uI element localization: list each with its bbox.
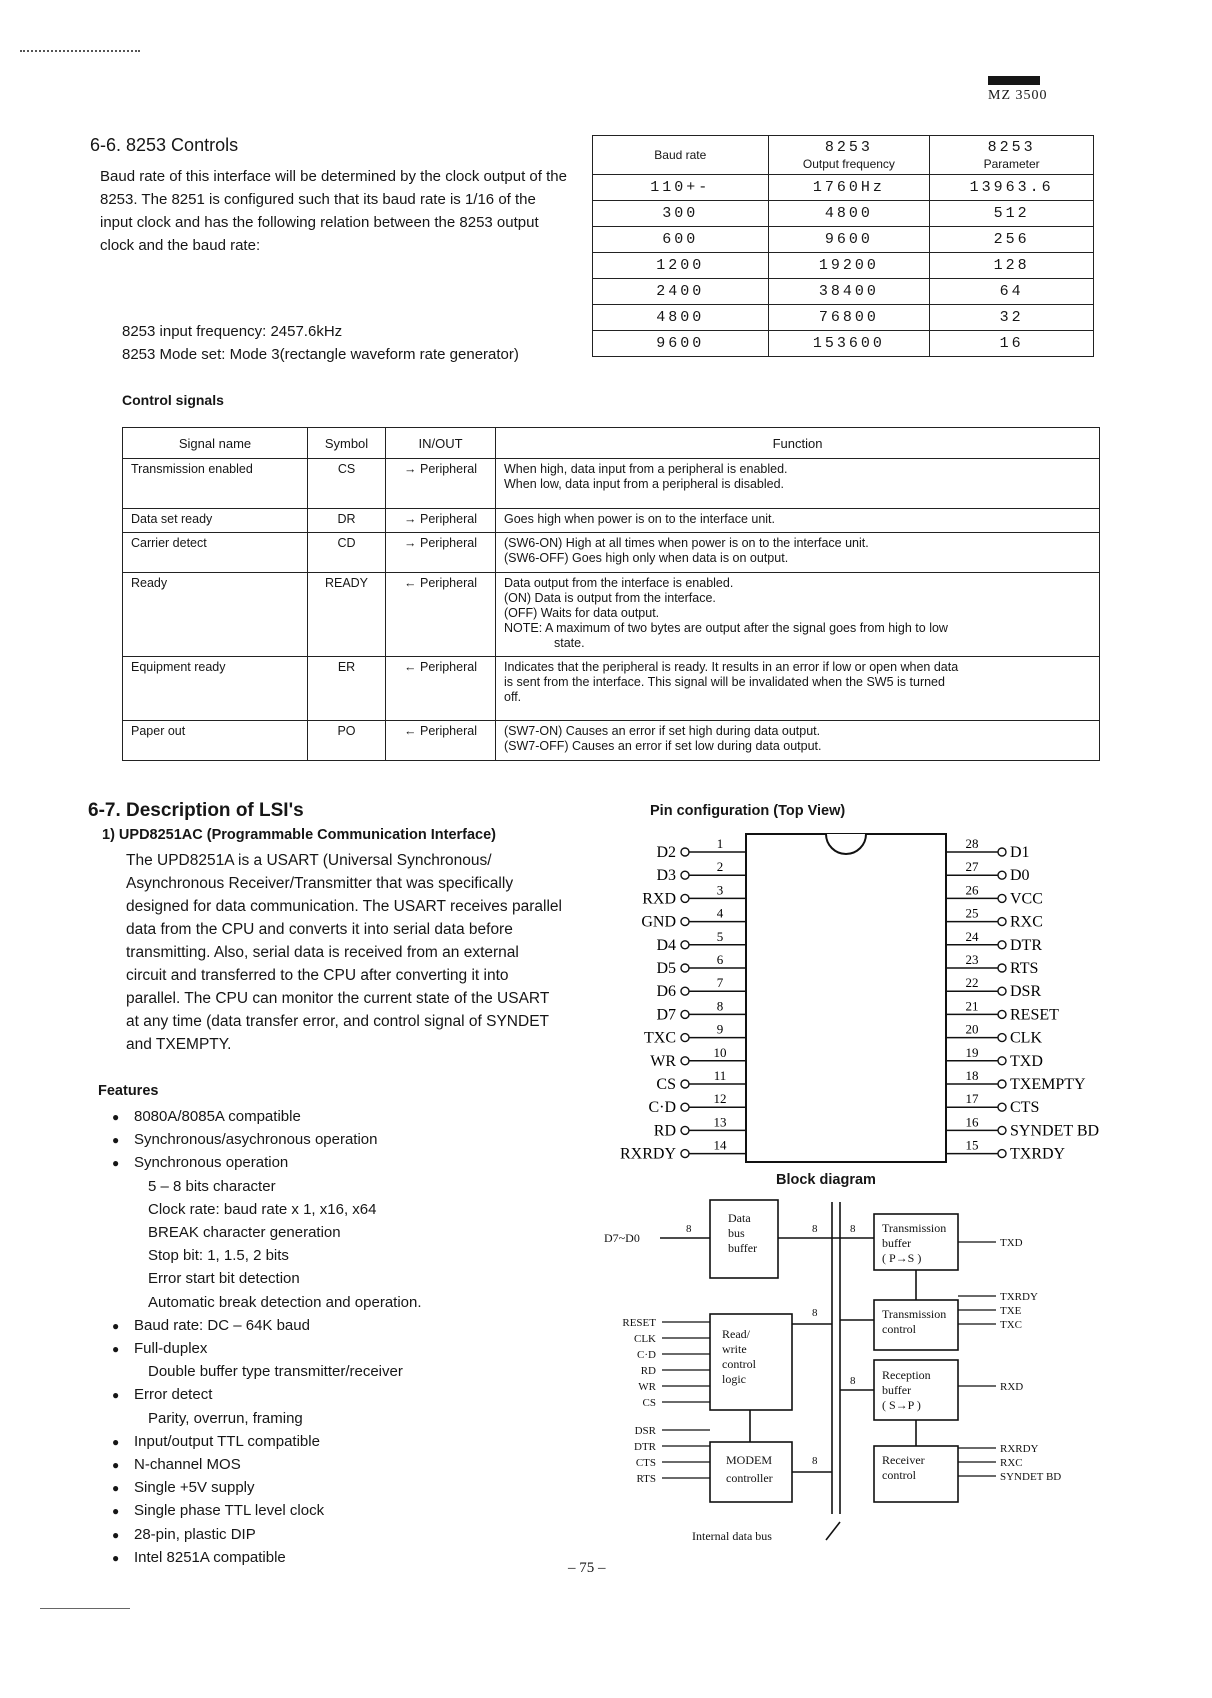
feature-item: ● Synchronous operation	[134, 1151, 422, 1174]
pin-terminal	[998, 918, 1006, 926]
feature-item: ● Single phase TTL level clock	[134, 1499, 422, 1522]
baud-cell: 256	[930, 227, 1094, 253]
baud-row	[593, 201, 1094, 227]
rw-input-label: CLK	[634, 1333, 656, 1345]
signal-inout: → Peripheral	[386, 533, 496, 573]
pin-label-right: SYNDET BD	[1010, 1122, 1100, 1140]
signal-symbol: CD	[308, 533, 386, 573]
chip-body	[746, 834, 946, 1162]
signal-symbol: PO	[308, 721, 386, 761]
feature-item: ● N-channel MOS	[134, 1453, 422, 1476]
signal-inout: → Peripheral	[386, 509, 496, 533]
output-label: RXD	[1000, 1381, 1024, 1393]
pin-number: 27	[965, 859, 979, 875]
feature-item: ● 28-pin, plastic DIP	[134, 1523, 422, 1546]
pin-number: 28	[965, 836, 979, 851]
feature-item: ● Single +5V supply	[134, 1476, 422, 1499]
signal-function	[496, 657, 1100, 721]
pin-label-left: D6	[656, 983, 676, 1001]
block-box-text: Transmission	[882, 1307, 947, 1321]
output-label: SYNDET BD	[1000, 1471, 1062, 1483]
scan-artifact	[40, 1608, 130, 1611]
feature-item: BREAK character generation	[148, 1224, 341, 1242]
pin-terminal	[681, 987, 689, 995]
data-bus-label: D7~D0	[604, 1231, 640, 1245]
output-label: TXC	[1000, 1319, 1022, 1331]
mode-set: 8253 Mode set: Mode 3(rectangle waveform rate generator)	[122, 346, 519, 363]
pin-label-right: RTS	[1010, 960, 1039, 977]
baud-cell: 13963.6	[930, 175, 1094, 201]
feature-item: Parity, overrun, framing	[148, 1409, 303, 1427]
control-row	[123, 657, 1100, 721]
pin-number: 14	[713, 1137, 727, 1153]
bus-width-label: 8	[812, 1307, 818, 1319]
col-function: Function	[496, 428, 1100, 459]
function-line: (SW7-ON) Causes an error if set high during data output.	[504, 724, 821, 738]
signal-symbol: DR	[308, 509, 386, 533]
signal-symbol: READY	[308, 573, 386, 657]
signal-inout: ← Peripheral	[386, 573, 496, 657]
block-box-text: control	[882, 1322, 916, 1336]
control-signals-label: Control signals	[122, 392, 224, 408]
pin-terminal	[681, 894, 689, 902]
pin-label-right: DTR	[1010, 936, 1042, 954]
baud-cell: 9600	[593, 331, 769, 357]
function-line: state.	[554, 636, 585, 650]
pin-terminal	[998, 1034, 1006, 1042]
output-label: RXRDY	[1000, 1443, 1039, 1455]
function-line: (SW6-OFF) Goes high only when data is on output.	[504, 551, 789, 565]
block-box-text: buffer	[882, 1236, 912, 1250]
pin-number: 12	[713, 1091, 727, 1107]
block-box-text: write	[722, 1342, 747, 1356]
baud-cell: 38400	[768, 279, 930, 305]
pin-label-left: RXRDY	[619, 1145, 676, 1163]
pin-label-left: RXD	[642, 890, 676, 908]
baud-cell: 76800	[768, 305, 930, 331]
pin-number: 3	[716, 882, 724, 898]
feature-item: Stop bit: 1, 1.5, 2 bits	[148, 1247, 289, 1265]
pin-number: 25	[965, 905, 979, 921]
pin-config-label: Pin configuration (Top View)	[650, 803, 846, 819]
pin-label-right: TXD	[1010, 1052, 1043, 1070]
block-box-text: Receiver	[882, 1453, 925, 1467]
pin-label-left: D4	[656, 936, 676, 954]
pin-label-left: C·D	[648, 1099, 676, 1117]
signal-name: Equipment ready	[123, 657, 308, 721]
signal-name: Ready	[123, 573, 308, 657]
block-box-text: Read/	[722, 1327, 750, 1341]
scan-artifact	[20, 50, 140, 56]
pin-terminal	[681, 1057, 689, 1065]
function-line: Data output from the interface is enabled.	[504, 576, 734, 590]
pin-terminal	[681, 1126, 689, 1134]
function-line: Goes high when power is on to the interface unit.	[504, 512, 775, 526]
pin-label-right: D1	[1010, 844, 1030, 861]
function-line: NOTE: A maximum of two bytes are output after the signal goes from high to low	[504, 621, 948, 635]
output-label: TXD	[1000, 1237, 1023, 1249]
pin-number: 4	[716, 905, 724, 921]
feature-item: Double buffer type transmitter/receiver	[148, 1363, 403, 1381]
output-label: TXRDY	[1000, 1291, 1038, 1303]
feature-item: ● 8080A/8085A compatible	[134, 1105, 422, 1128]
feature-item: ● Input/output TTL compatible	[134, 1430, 422, 1453]
signal-symbol: ER	[308, 657, 386, 721]
baud-row	[593, 227, 1094, 253]
feature-item: ● Full-duplex	[134, 1337, 422, 1360]
signal-name: Carrier detect	[123, 533, 308, 573]
baud-row	[593, 331, 1094, 357]
pin-terminal	[681, 871, 689, 879]
pin-number: 7	[716, 975, 724, 991]
rw-input-label: WR	[638, 1381, 656, 1393]
pin-number: 21	[965, 998, 979, 1014]
baud-cell: 2400	[593, 279, 769, 305]
block-box-text: ( S→P )	[882, 1398, 921, 1412]
block-box-text: controller	[726, 1471, 773, 1485]
pin-terminal	[681, 1034, 689, 1042]
output-label: RXC	[1000, 1457, 1023, 1469]
block-box-text: buffer	[728, 1241, 758, 1255]
pin-terminal	[998, 894, 1006, 902]
function-line: is sent from the interface. This signal will be invalidated when the SW5 is turned	[504, 675, 945, 689]
baud-row	[593, 279, 1094, 305]
baud-rate-table	[592, 135, 1094, 357]
output-freq-header: 8253 Output frequency	[768, 136, 930, 175]
pin-label-left: GND	[641, 913, 676, 931]
pin-configuration-diagram	[600, 828, 1120, 1170]
internal-bus-label: Internal data bus	[692, 1529, 772, 1543]
feature-item: ● Synchronous/asychronous operation	[134, 1128, 422, 1151]
pin-number: 22	[965, 975, 979, 991]
baud-cell: 64	[930, 279, 1094, 305]
control-row	[123, 721, 1100, 761]
pin-label-right: RXC	[1010, 913, 1043, 931]
block-box-text: Transmission	[882, 1221, 947, 1235]
function-line: When high, data input from a peripheral is enabled.	[504, 462, 788, 476]
feature-item: ● Baud rate: DC – 64K baud	[134, 1314, 422, 1337]
feature-item: Clock rate: baud rate x 1, x16, x64	[148, 1200, 377, 1218]
signal-symbol: CS	[308, 459, 386, 509]
pin-terminal	[681, 1150, 689, 1158]
block-box-text: Data	[728, 1211, 751, 1225]
pin-terminal	[681, 848, 689, 856]
sharp-logo	[988, 76, 1040, 85]
control-row	[123, 573, 1100, 657]
pin-label-left: D2	[656, 844, 676, 861]
block-box-text: bus	[728, 1226, 745, 1240]
modem-input-label: DTR	[634, 1441, 656, 1453]
baud-header: Baud rate	[593, 136, 769, 175]
pin-terminal	[998, 871, 1006, 879]
pin-terminal	[681, 1103, 689, 1111]
pin-label-left: RD	[653, 1122, 676, 1140]
section-66-title: 6-6. 8253 Controls	[90, 135, 239, 155]
features-label: Features	[98, 1083, 159, 1099]
baud-cell: 600	[593, 227, 769, 253]
signal-name: Data set ready	[123, 509, 308, 533]
pin-number: 16	[965, 1114, 979, 1130]
baud-cell: 4800	[768, 201, 930, 227]
pin-number: 2	[716, 859, 724, 875]
baud-cell: 110+-	[593, 175, 769, 201]
pin-terminal	[681, 964, 689, 972]
baud-cell: 16	[930, 331, 1094, 357]
pin-terminal	[998, 848, 1006, 856]
pin-label-right: TXRDY	[1010, 1145, 1066, 1163]
block-box-text: ( P→S )	[882, 1251, 922, 1265]
col-inout: IN/OUT	[386, 428, 496, 459]
modem-input-label: CTS	[635, 1457, 656, 1469]
pin-label-right: D0	[1010, 867, 1030, 885]
internal-bus-pointer	[826, 1522, 840, 1540]
bus-width-label: 8	[812, 1223, 818, 1235]
baud-row	[593, 175, 1094, 201]
pin-terminal	[998, 1103, 1006, 1111]
upd8251-description: The UPD8251A is a USART (Universal Synchronous/ Asynchronous Receiver/Transmitter that was specifically designed for data communication. The USART receives parallel data from the CPU and converts it into serial data before transmitting. Also, serial data is received from an external circuit and transferred to the CPU after converting it into parallel. The CPU can monitor the current state of the USART at any time (data transfer error, and control signal of SYNDET and TXEMPTY.	[126, 852, 562, 1053]
pin-number: 17	[965, 1091, 979, 1107]
function-line: (SW7-OFF) Causes an error if set low during data output.	[504, 739, 822, 753]
rw-input-label: CS	[642, 1397, 656, 1409]
feature-item: 5 – 8 bits character	[148, 1177, 276, 1195]
parameter-header: 8253 Parameter	[930, 136, 1094, 175]
pin-terminal	[998, 941, 1006, 949]
control-signals-table	[122, 427, 1100, 761]
baud-cell: 32	[930, 305, 1094, 331]
block-box-text: MODEM	[726, 1453, 773, 1467]
pin-terminal	[998, 1080, 1006, 1088]
pin-label-right: DSR	[1010, 983, 1042, 1001]
pin-label-left: D7	[656, 1006, 676, 1024]
pin-terminal	[998, 987, 1006, 995]
col-symbol: Symbol	[308, 428, 386, 459]
block-box-text: control	[722, 1357, 756, 1371]
feature-item: ● Intel 8251A compatible	[134, 1546, 422, 1569]
signal-function	[496, 459, 1100, 509]
pin-number: 6	[716, 952, 724, 967]
pin-label-right: VCC	[1010, 890, 1043, 908]
signal-function	[496, 533, 1100, 573]
block-box-text: logic	[722, 1372, 746, 1386]
signal-name: Paper out	[123, 721, 308, 761]
bus-width-label: 8	[850, 1223, 856, 1235]
pin-terminal	[998, 1126, 1006, 1134]
pin-number: 11	[713, 1068, 727, 1083]
pin-label-right: CTS	[1010, 1099, 1040, 1117]
pin-terminal	[681, 918, 689, 926]
pin-number: 26	[965, 882, 979, 898]
signal-name: Transmission enabled	[123, 459, 308, 509]
pin-number: 5	[716, 928, 724, 944]
section-67-title: 6-7. Description of LSI's	[88, 800, 304, 821]
pin-number: 19	[965, 1044, 979, 1060]
rw-input-label: C·D	[637, 1349, 656, 1361]
pin-number: 23	[965, 952, 979, 967]
bus-width-label: 8	[850, 1375, 856, 1387]
pin-number: 15	[965, 1137, 979, 1153]
pin-number: 13	[713, 1114, 727, 1130]
bus-width-label: 8	[686, 1223, 692, 1235]
bus-width-label: 8	[812, 1455, 818, 1467]
pin-number: 1	[716, 836, 724, 851]
baud-cell: 9600	[768, 227, 930, 253]
function-line: (ON) Data is output from the interface.	[504, 591, 716, 605]
model-number: MZ 3500	[988, 88, 1048, 103]
control-row	[123, 509, 1100, 533]
pin-terminal	[998, 1057, 1006, 1065]
rw-input-label: RESET	[622, 1317, 656, 1329]
page-number: – 75 –	[568, 1560, 606, 1576]
signal-function	[496, 509, 1100, 533]
signal-inout: ← Peripheral	[386, 721, 496, 761]
pin-number: 20	[965, 1021, 979, 1037]
block-box-text: control	[882, 1468, 916, 1482]
pin-terminal	[998, 1150, 1006, 1158]
output-label: TXE	[1000, 1305, 1022, 1317]
baud-cell: 1200	[593, 253, 769, 279]
pin-label-left: CS	[656, 1076, 676, 1093]
baud-cell: 153600	[768, 331, 930, 357]
function-line: off.	[504, 690, 522, 704]
pin-number: 18	[965, 1068, 979, 1083]
pin-label-left: TXC	[644, 1029, 676, 1047]
features-list	[134, 1105, 422, 1569]
function-line: (OFF) Waits for data output.	[504, 606, 660, 620]
pin-terminal	[681, 1010, 689, 1018]
baud-row	[593, 305, 1094, 331]
chip-notch	[826, 834, 866, 854]
pin-number: 24	[965, 928, 979, 944]
col-signal-name: Signal name	[123, 428, 308, 459]
upd8251-heading: 1) UPD8251AC (Programmable Communication Interface)	[102, 827, 497, 843]
input-frequency-notes	[122, 320, 519, 366]
pin-label-left: WR	[650, 1052, 676, 1070]
modem-input-label: RTS	[636, 1473, 656, 1485]
rw-input-label: RD	[640, 1365, 656, 1377]
pin-label-left: D5	[656, 960, 676, 977]
pin-label-right: RESET	[1010, 1006, 1059, 1024]
baud-cell: 19200	[768, 253, 930, 279]
section-66-body: Baud rate of this interface will be determined by the clock output of the 8253. The 8251 is configured such that its baud rate is 1/16 of the input clock and has the following relation between the 8253 output clock and the baud rate:	[100, 168, 567, 254]
block-diagram-label: Block diagram	[776, 1172, 876, 1188]
pin-label-right: CLK	[1010, 1029, 1042, 1047]
control-row	[123, 459, 1100, 509]
pin-terminal	[681, 941, 689, 949]
signal-inout: → Peripheral	[386, 459, 496, 509]
signal-function	[496, 721, 1100, 761]
block-diagram	[600, 1192, 1120, 1547]
pin-terminal	[998, 964, 1006, 972]
function-line: (SW6-ON) High at all times when power is on to the interface unit.	[504, 536, 869, 550]
block-box-text: Reception	[882, 1368, 931, 1382]
feature-item: Error start bit detection	[148, 1270, 300, 1288]
pin-label-left: D3	[656, 867, 676, 885]
signal-inout: ← Peripheral	[386, 657, 496, 721]
baud-cell: 128	[930, 253, 1094, 279]
pin-number: 8	[716, 998, 724, 1014]
modem-input-label: DSR	[634, 1425, 656, 1437]
feature-item: ● Error detect	[134, 1383, 422, 1406]
pin-terminal	[681, 1080, 689, 1088]
block-box-text: buffer	[882, 1383, 912, 1397]
pin-terminal	[998, 1010, 1006, 1018]
feature-item: Automatic break detection and operation.	[148, 1293, 422, 1311]
pin-number: 9	[716, 1021, 724, 1037]
baud-cell: 1760Hz	[768, 175, 930, 201]
baud-row	[593, 253, 1094, 279]
pin-label-right: TXEMPTY	[1010, 1076, 1086, 1093]
function-line: Indicates that the peripheral is ready. It results in an error if low or open when data	[504, 660, 959, 674]
baud-cell: 4800	[593, 305, 769, 331]
control-row	[123, 533, 1100, 573]
function-line: When low, data input from a peripheral is disabled.	[504, 477, 785, 491]
signal-function	[496, 573, 1100, 657]
baud-cell: 512	[930, 201, 1094, 227]
pin-number: 10	[713, 1044, 727, 1060]
baud-cell: 300	[593, 201, 769, 227]
input-frequency: 8253 input frequency: 2457.6kHz	[122, 323, 343, 340]
